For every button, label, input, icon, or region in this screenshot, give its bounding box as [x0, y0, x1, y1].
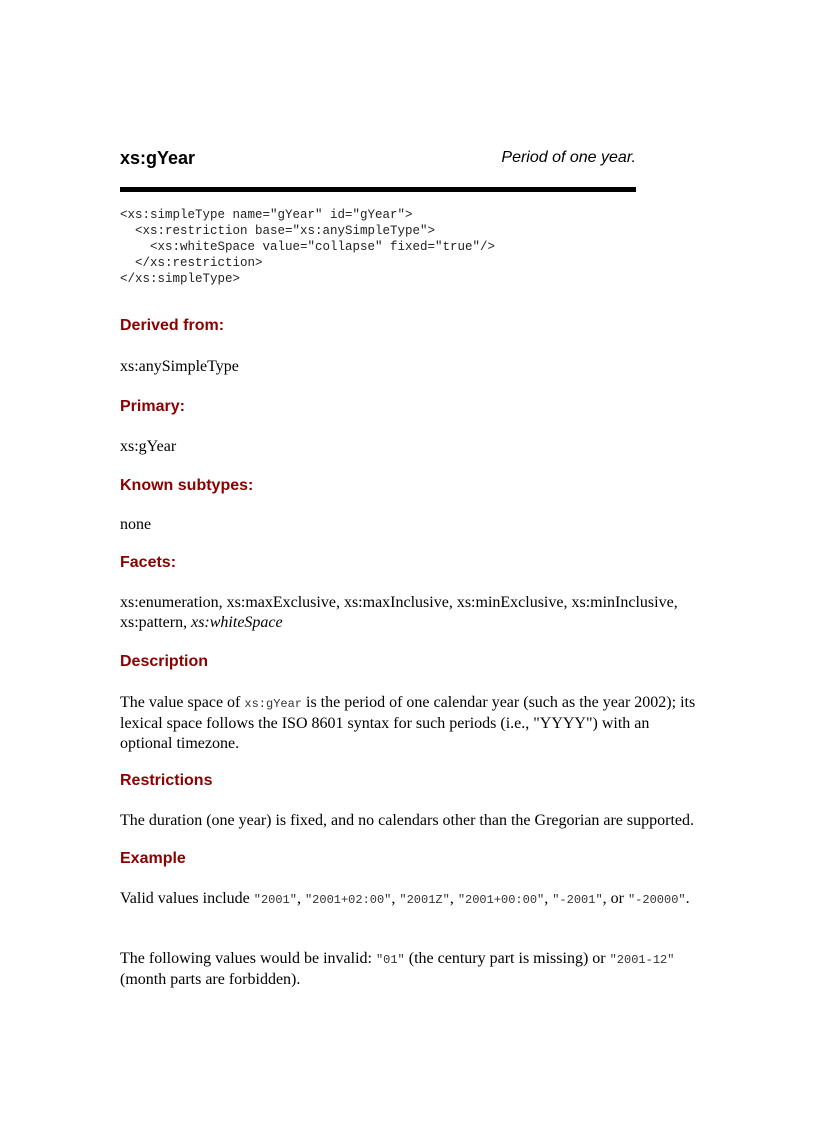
derived-from-heading: Derived from: — [120, 317, 225, 334]
example-heading: Example — [120, 850, 186, 867]
title-rule — [120, 187, 636, 192]
page-subtitle: Period of one year. — [501, 149, 636, 166]
primary-value: xs:gYear — [120, 438, 177, 455]
code-line: <xs:simpleType name="gYear" id="gYear"> — [120, 208, 413, 222]
page-title: xs:gYear — [120, 148, 196, 168]
example-value: "2001" — [253, 893, 297, 907]
facets-italic-item: xs:whiteSpace — [191, 614, 283, 631]
description-text-before: The value space of — [120, 694, 245, 711]
example-invalid-text — [120, 949, 700, 990]
title-row — [120, 148, 636, 172]
example-invalid-intro: The following values would be invalid: — [120, 950, 376, 967]
schema-code-block — [120, 207, 495, 287]
description-text-after: is the period of one calendar year (such as the year 2002); its lexical space follows the ISO 8601 syntax for such periods (i.e., "YYYY") with an optional timezone. — [120, 694, 696, 752]
example-value: "2001+00:00" — [457, 893, 545, 907]
known-subtypes-heading: Known subtypes: — [120, 477, 254, 494]
example-sep: , — [391, 890, 400, 907]
example-valid-text — [120, 889, 700, 910]
example-end: . — [685, 890, 690, 907]
example-sep: , — [449, 890, 458, 907]
known-subtypes-value: none — [120, 516, 152, 533]
example-value: "-2001" — [552, 893, 603, 907]
example-valid-intro: Valid values include — [120, 890, 254, 907]
example-invalid-value: "2001-12" — [609, 953, 675, 967]
facets-heading: Facets: — [120, 554, 177, 571]
example-or: , or — [602, 890, 628, 907]
derived-from-value: xs:anySimpleType — [120, 358, 239, 375]
facets-value — [120, 593, 700, 633]
example-invalid-note: (the century part is missing) or — [404, 950, 610, 967]
description-text — [120, 693, 700, 754]
restrictions-text: The duration (one year) is fixed, and no calendars other than the Gregorian are supported. — [120, 812, 694, 829]
example-sep: , — [296, 890, 305, 907]
primary-heading: Primary: — [120, 398, 185, 415]
description-code: xs:gYear — [244, 697, 302, 711]
example-value: "-20000" — [627, 893, 686, 907]
restrictions-heading: Restrictions — [120, 772, 213, 789]
code-line: <xs:restriction base="xs:anySimpleType"> — [120, 224, 436, 238]
code-line: </xs:simpleType> — [120, 272, 241, 286]
example-value: "2001+02:00" — [304, 893, 392, 907]
code-line: <xs:whiteSpace value="collapse" fixed="true"/> — [120, 240, 496, 254]
example-invalid-value: "01" — [375, 953, 405, 967]
description-heading: Description — [120, 653, 209, 670]
example-sep: , — [544, 890, 553, 907]
example-value: "2001Z" — [399, 893, 450, 907]
example-invalid-note: (month parts are forbidden). — [120, 971, 301, 988]
code-line: </xs:restriction> — [120, 256, 263, 270]
facets-list: xs:enumeration, xs:maxExclusive, xs:maxInclusive, xs:minExclusive, xs:minInclusive, xs:pattern, — [120, 594, 678, 631]
